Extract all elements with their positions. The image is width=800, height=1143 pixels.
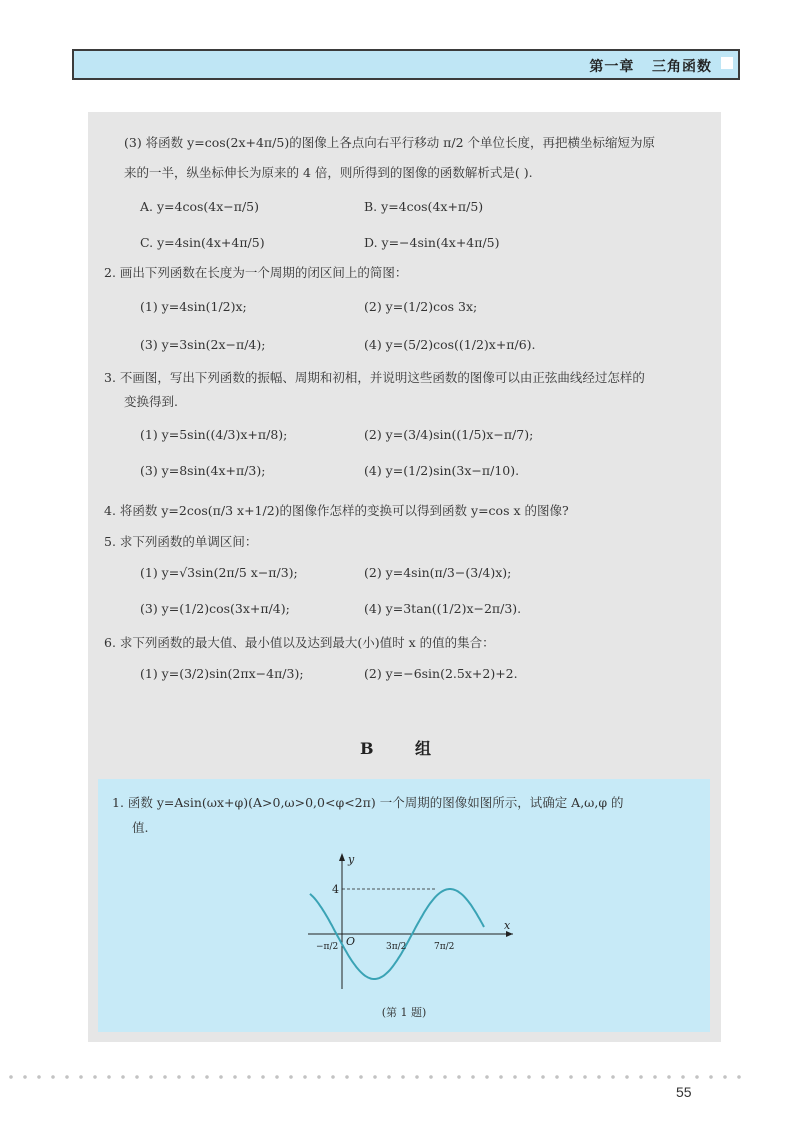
exercise-panel	[88, 112, 721, 1042]
q1-3-line1: (3) 将函数 y=cos(2x+4π/5)的图像上各点向右平行移动 π/2 个单位长度，再把横坐标缩短为原	[124, 135, 656, 150]
q6-part1: (1) y=(3/2)sin(2πx−4π/3);	[140, 666, 304, 681]
q3-title-line1: 3. 不画图，写出下列函数的振幅、周期和初相，并说明这些函数的图像可以由正弦曲线经过怎样的	[104, 370, 645, 385]
chapter-header-bar	[72, 49, 740, 80]
q3-part3: (3) y=8sin(4x+π/3);	[140, 463, 266, 478]
q3-part4: (4) y=(1/2)sin(3x−π/10).	[364, 463, 520, 478]
q2-title: 2. 画出下列函数在长度为一个周期的闭区间上的简图：	[104, 265, 408, 280]
q2-part1: (1) y=4sin(1/2)x;	[140, 299, 247, 314]
y-axis-label: y	[348, 853, 355, 866]
q5-part3: (3) y=(1/2)cos(3x+π/4);	[140, 601, 290, 616]
chapter-title: 第一章 三角函数	[589, 59, 712, 75]
q3-part1: (1) y=5sin((4/3)x+π/8);	[140, 427, 288, 442]
q1-3-option-b: B. y=4cos(4x+π/5)	[364, 199, 484, 214]
x-axis-label: x	[504, 919, 511, 932]
q4-title: 4. 将函数 y=2cos(π/3 x+1/2)的图像作怎样的变换可以得到函数 y=cos x 的图像?	[104, 503, 569, 518]
q1-3-line2: 来的一半，纵坐标伸长为原来的 4 倍，则所得到的图像的函数解析式是( ).	[124, 165, 533, 180]
q1-3-option-d: D. y=−4sin(4x+4π/5)	[364, 235, 500, 250]
header-square-icon	[721, 57, 733, 69]
figure-caption: (第 1 题)	[381, 1006, 427, 1019]
page-number: 55	[676, 1084, 692, 1100]
y-axis-arrow-icon	[339, 853, 345, 861]
q2-part2: (2) y=(1/2)cos 3x;	[364, 299, 478, 314]
group-b-box	[98, 779, 710, 1032]
q5-title: 5. 求下列函数的单调区间：	[104, 534, 258, 549]
q1-3-option-a: A. y=4cos(4x−π/5)	[140, 199, 260, 214]
b-q1-line2: 值.	[132, 820, 149, 835]
dotted-divider	[4, 1075, 748, 1079]
q3-title-line2: 变换得到.	[124, 394, 178, 409]
q3-part2: (2) y=(3/4)sin((1/5)x−π/7);	[364, 427, 534, 442]
q6-part2: (2) y=−6sin(2.5x+2)+2.	[364, 666, 518, 681]
origin-label: O	[346, 935, 356, 948]
tick-3pi-half: 3π/2	[386, 942, 407, 952]
tick-7pi-half: 7π/2	[434, 942, 455, 952]
sine-graph	[298, 849, 518, 999]
q6-title: 6. 求下列函数的最大值、最小值以及达到最大(小)值时 x 的值的集合：	[104, 635, 495, 650]
q1-3-option-c: C. y=4sin(4x+4π/5)	[140, 235, 265, 250]
q5-part1: (1) y=√3sin(2π/5 x−π/3);	[140, 565, 298, 580]
group-b-title: B 组	[359, 739, 450, 758]
q5-part2: (2) y=4sin(π/3−(3/4)x);	[364, 565, 512, 580]
q5-part4: (4) y=3tan((1/2)x−2π/3).	[364, 601, 522, 616]
b-q1-line1: 1. 函数 y=Asin(ωx+φ)(A>0,ω>0,0<φ<2π) 一个周期的图像如图所示，试确定 A,ω,φ 的	[112, 795, 624, 810]
q2-part4: (4) y=(5/2)cos((1/2)x+π/6).	[364, 337, 536, 352]
tick-neg-pi-half: −π/2	[316, 942, 339, 952]
q2-part3: (3) y=3sin(2x−π/4);	[140, 337, 266, 352]
max-value-label: 4	[332, 883, 339, 896]
